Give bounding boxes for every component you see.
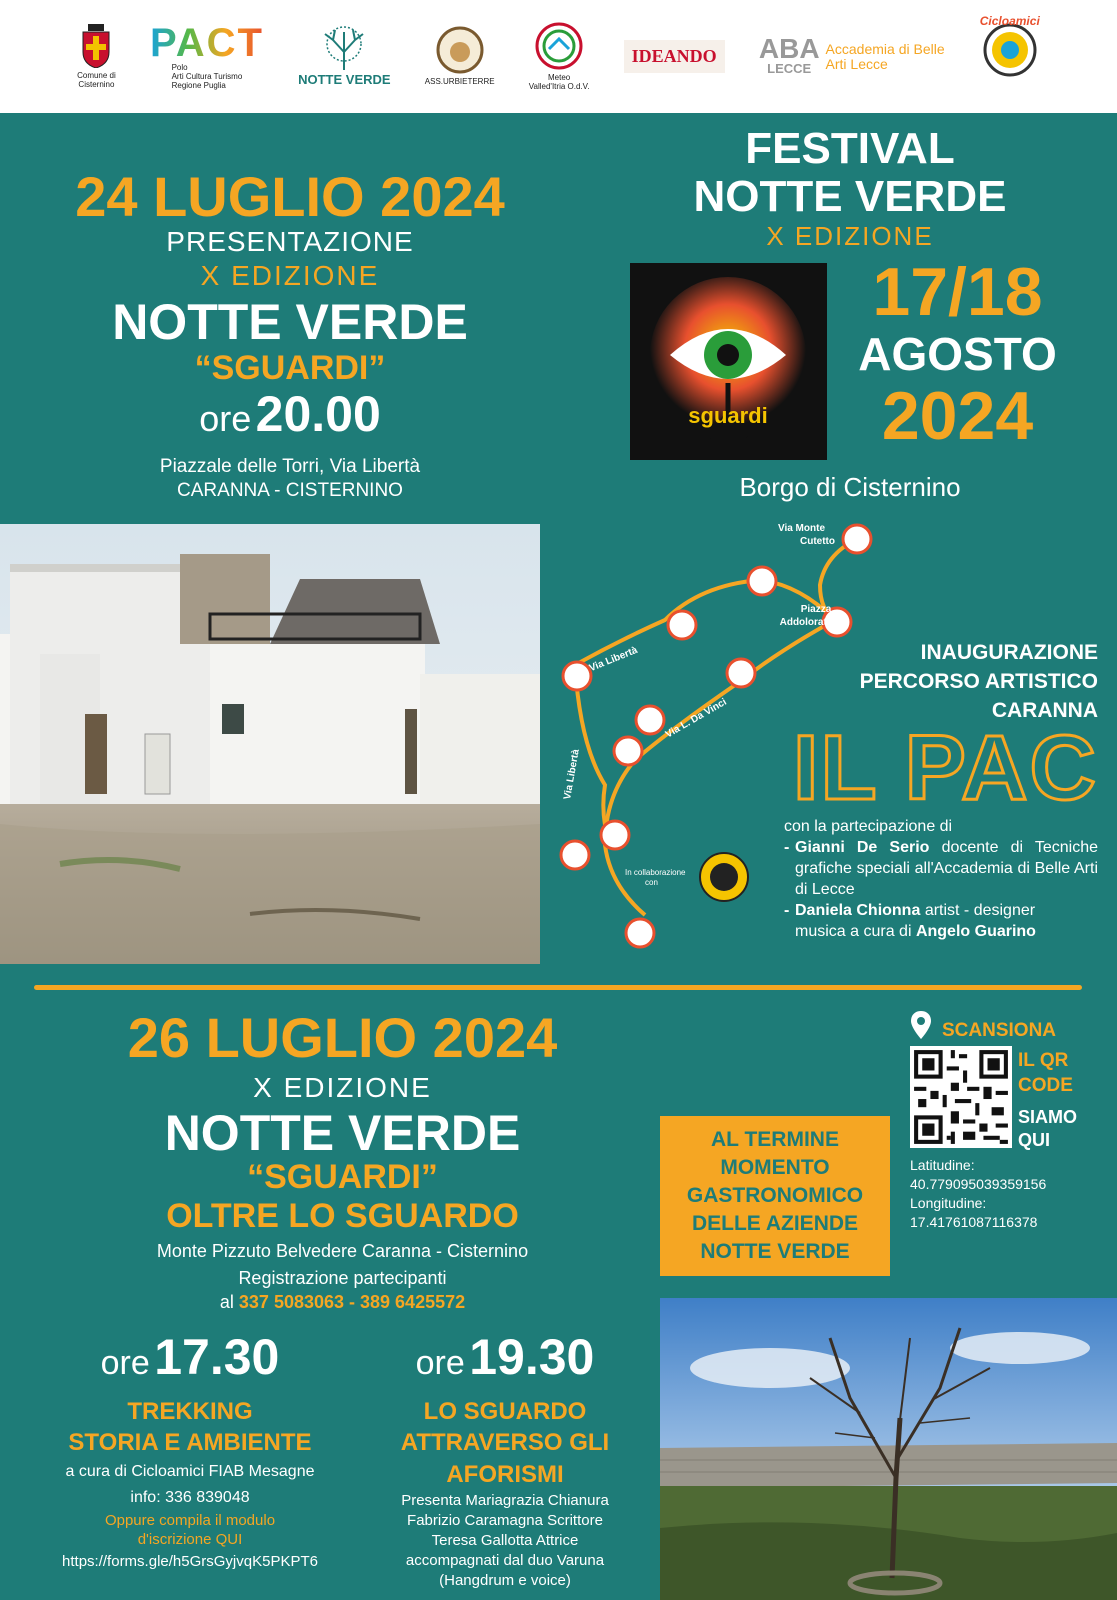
logo-cicloamici-text: Cicloamici: [979, 14, 1040, 29]
stop-shop-icon: [668, 611, 696, 639]
logo-pact-caption: Polo Arti Cultura Turismo Regione Puglia: [171, 62, 243, 91]
event2-phone-row: [40, 1290, 645, 1314]
event2-phones: 337 5083063 - 389 6425572: [238, 1292, 466, 1312]
map-label-da-vinci: Via L. Da Vinci: [663, 696, 729, 741]
pac-music-name: Angelo Guarino: [915, 923, 1036, 940]
slot1-by: a cura di Cicloamici FIAB Mesagne: [65, 1463, 315, 1480]
event1-place1: Piazzale delle Torri, Via Libertà: [159, 456, 421, 477]
logo-comune-caption: Comune di Cisternino: [77, 70, 116, 89]
pac-line1: INAUGURAZIONE: [920, 641, 1098, 664]
event1-title: NOTTE VERDE: [112, 294, 468, 350]
event2-edition: X EDIZIONE: [253, 1072, 432, 1103]
pac-p2-role: artist - designer: [924, 902, 1036, 919]
slot2-block: [360, 1330, 650, 1591]
gastro-line5: NOTTE VERDE: [700, 1240, 850, 1263]
festival-poster: [630, 263, 827, 460]
slot1-alt1[interactable]: Oppure compila il modulo: [104, 1512, 276, 1529]
festival-place: Borgo di Cisternino: [739, 472, 961, 502]
pac-credits: con la partecipazione di - Gianni De Serio docente di Tecniche grafiche speciali all'Accademia di Belle Arti di Lecce - Daniela Chionna artist - designer musica a cura di Angelo Guarino: [784, 818, 1099, 940]
pac-logo-text: IL PAC: [792, 717, 1098, 819]
slot2-l1: Presenta Mariagrazia Chianura: [401, 1492, 609, 1509]
event1-time: 20.00: [255, 386, 381, 442]
meteo-seal-icon: [535, 22, 583, 70]
logo-urbieterre-caption: ASS.URBIETERRE: [424, 77, 495, 87]
slot1-time: 17.30: [154, 1329, 280, 1385]
qr-code-icon: [910, 1046, 1012, 1148]
qr-line5: QUI: [1018, 1130, 1051, 1150]
eye-tree-artwork-icon: [630, 263, 827, 460]
qr-line3: CODE: [1018, 1075, 1073, 1096]
pac-music-prefix: musica a cura di: [795, 923, 912, 940]
logo-aba-sub: LECCE: [767, 61, 812, 77]
qr-line4: SIAMO: [1018, 1107, 1078, 1127]
map-label-addolorata-1: Piazza: [800, 604, 832, 615]
gastro-box: [660, 1116, 890, 1276]
slot2-time-row: [360, 1330, 650, 1397]
pac-heading: [780, 638, 1098, 725]
farmhouse-image: [0, 524, 540, 964]
stop-parking-icon: [614, 737, 642, 765]
logo-notte-verde-caption: NOTTE VERDE: [298, 71, 391, 87]
qr-lat: 40.779095039359156: [910, 1176, 1047, 1192]
qr-lon: 17.41761087116378: [910, 1214, 1038, 1230]
festival-line2: NOTTE VERDE: [693, 172, 1007, 221]
slot1-url[interactable]: https://forms.gle/h5GrsGyjvqK5PKPT6: [62, 1553, 318, 1570]
pac-p1-role: docente di Tecniche grafiche speciali all'Accademia di Belle Arti di Lecce: [795, 839, 1099, 898]
festival-year: 2024: [881, 378, 1034, 454]
photo-caranna: [0, 524, 540, 964]
logo-meteo-caption: Meteo Valled'Itria O.d.V.: [528, 72, 590, 91]
location-pin-icon: [910, 1010, 932, 1040]
slot1-title2: STORIA E AMBIENTE: [68, 1429, 312, 1456]
event2-place: Monte Pizzuto Belvedere Caranna - Cisternino: [156, 1241, 529, 1261]
logo-meteo: [529, 22, 590, 91]
section-divider: [34, 985, 1082, 990]
festival-edition: X EDIZIONE: [766, 221, 934, 251]
event1-date: 24 LUGLIO 2024: [75, 165, 505, 228]
map-label-addolorata-2: Addolorata: [779, 617, 833, 628]
pac-p1-name: Gianni De Serio: [795, 839, 930, 856]
stop-globe-icon: [626, 919, 654, 947]
slot2-time: 19.30: [469, 1329, 595, 1385]
map-label-monte-cutetto-2: Cutetto: [800, 536, 835, 547]
stop-bell-icon: [843, 525, 871, 553]
festival-dates-value: 17/18: [872, 254, 1043, 330]
slot1-title1: TREKKING: [127, 1398, 253, 1425]
slot1-time-row: [20, 1330, 360, 1397]
event1-time-row: [20, 386, 560, 455]
slot2-l5: (Hangdrum e voice): [439, 1572, 571, 1589]
logo-comune: [77, 24, 116, 89]
slot1-prefix: ore: [100, 1344, 150, 1382]
event1-time-prefix: ore: [199, 398, 252, 439]
event2-reg-prefix: al: [219, 1292, 234, 1312]
slot2-title1: LO SGUARDO: [423, 1398, 587, 1425]
map-collab-2: con: [645, 878, 658, 887]
festival-line1: FESTIVAL: [745, 124, 955, 173]
gastro-line1: AL TERMINE: [711, 1128, 839, 1151]
qr-coords: [910, 1156, 1046, 1232]
qr-line2: IL QR: [1018, 1050, 1069, 1071]
map-label-monte-cutetto-1: Via Monte: [777, 523, 825, 534]
festival-header: [640, 125, 1060, 251]
event2-reg: Registrazione partecipanti: [238, 1268, 447, 1288]
qr-line1: SCANSIONA: [942, 1020, 1057, 1041]
event1-edition: X EDIZIONE: [200, 260, 380, 291]
slot2-title2: ATTRAVERSO GLI: [400, 1429, 610, 1456]
qr-lat-label: Latitudine:: [910, 1157, 975, 1173]
event2-title: NOTTE VERDE: [164, 1105, 521, 1161]
tree-landscape-image: [660, 1298, 1117, 1600]
pac-intro: con la partecipazione di: [784, 818, 953, 835]
logo-ideando-text: IDEANDO: [631, 46, 717, 67]
slot1-info: info: 336 839048: [130, 1489, 250, 1506]
logo-pact-text: PACT: [149, 20, 264, 65]
stop-tree-icon: [601, 821, 629, 849]
qr-code[interactable]: [910, 1046, 1012, 1148]
qr-lon-label: Longitudine:: [910, 1195, 987, 1211]
logo-urbieterre: [425, 26, 495, 86]
logo-aba-main: ABA: [758, 33, 820, 65]
slot1-alt2[interactable]: d'iscrizione QUI: [137, 1531, 243, 1548]
logo-aba: [758, 33, 946, 77]
slot2-l2: Fabrizio Caramagna Scrittore: [407, 1512, 603, 1529]
slot2-l4: accompagnati dal duo Varuna: [405, 1552, 605, 1569]
event1-place2: CARANNA - CISTERNINO: [177, 480, 403, 501]
logo-bar: [0, 0, 1117, 113]
pac-line3: CARANNA: [991, 699, 1098, 722]
gastro-line2: MOMENTO: [720, 1156, 830, 1179]
logo-notte-verde: [298, 26, 390, 88]
urbieterre-seal-icon: [436, 26, 484, 74]
gastro-line3: GASTRONOMICO: [686, 1184, 864, 1207]
map-label-via-liberta-1: Via Libertà: [587, 644, 640, 675]
pac-line2: PERCORSO ARTISTICO: [859, 670, 1098, 693]
festival-dates: [840, 256, 1075, 452]
stop-building-icon: [563, 662, 591, 690]
event2-block: [40, 1008, 645, 1314]
stop-tower-icon: [727, 659, 755, 687]
logo-aba-caption: Accademia di Belle Arti Lecce: [825, 40, 945, 72]
pac-p2-name: Daniela Chionna: [795, 902, 921, 919]
stop-bench-icon: [636, 706, 664, 734]
stop-arch-icon: [748, 567, 776, 595]
logo-ideando: [624, 40, 725, 73]
festival-month: AGOSTO: [858, 328, 1057, 380]
logo-pact: [149, 20, 264, 91]
poster-text: sguardi: [688, 403, 768, 428]
event1-block: [20, 165, 560, 503]
event1-kind: PRESENTAZIONE: [166, 226, 414, 257]
slot2-prefix: ore: [415, 1344, 465, 1382]
event2-subtitle: “SGUARDI”: [247, 1158, 438, 1196]
event2-date: 26 LUGLIO 2024: [127, 1006, 558, 1069]
pac-logo: [778, 717, 1098, 819]
slot2-l3: Teresa Gallotta Attrice: [431, 1532, 579, 1549]
stop-house-icon: [561, 841, 589, 869]
photo-monte-pizzuto: [660, 1298, 1117, 1600]
event2-subtitle2: OLTRE LO SGUARDO: [166, 1197, 519, 1235]
logo-cicloamici: [979, 14, 1040, 95]
map-label-via-liberta-2: Via Libertà: [562, 748, 582, 801]
slot2-title3: AFORISMI: [446, 1461, 564, 1488]
map-collab: In collaborazione: [625, 868, 686, 877]
event1-subtitle: “SGUARDI”: [194, 349, 386, 387]
tree-icon: [313, 26, 375, 70]
gastro-line4: DELLE AZIENDE: [691, 1212, 859, 1235]
slot1-block: [20, 1330, 360, 1575]
coat-of-arms-icon: [81, 24, 111, 68]
